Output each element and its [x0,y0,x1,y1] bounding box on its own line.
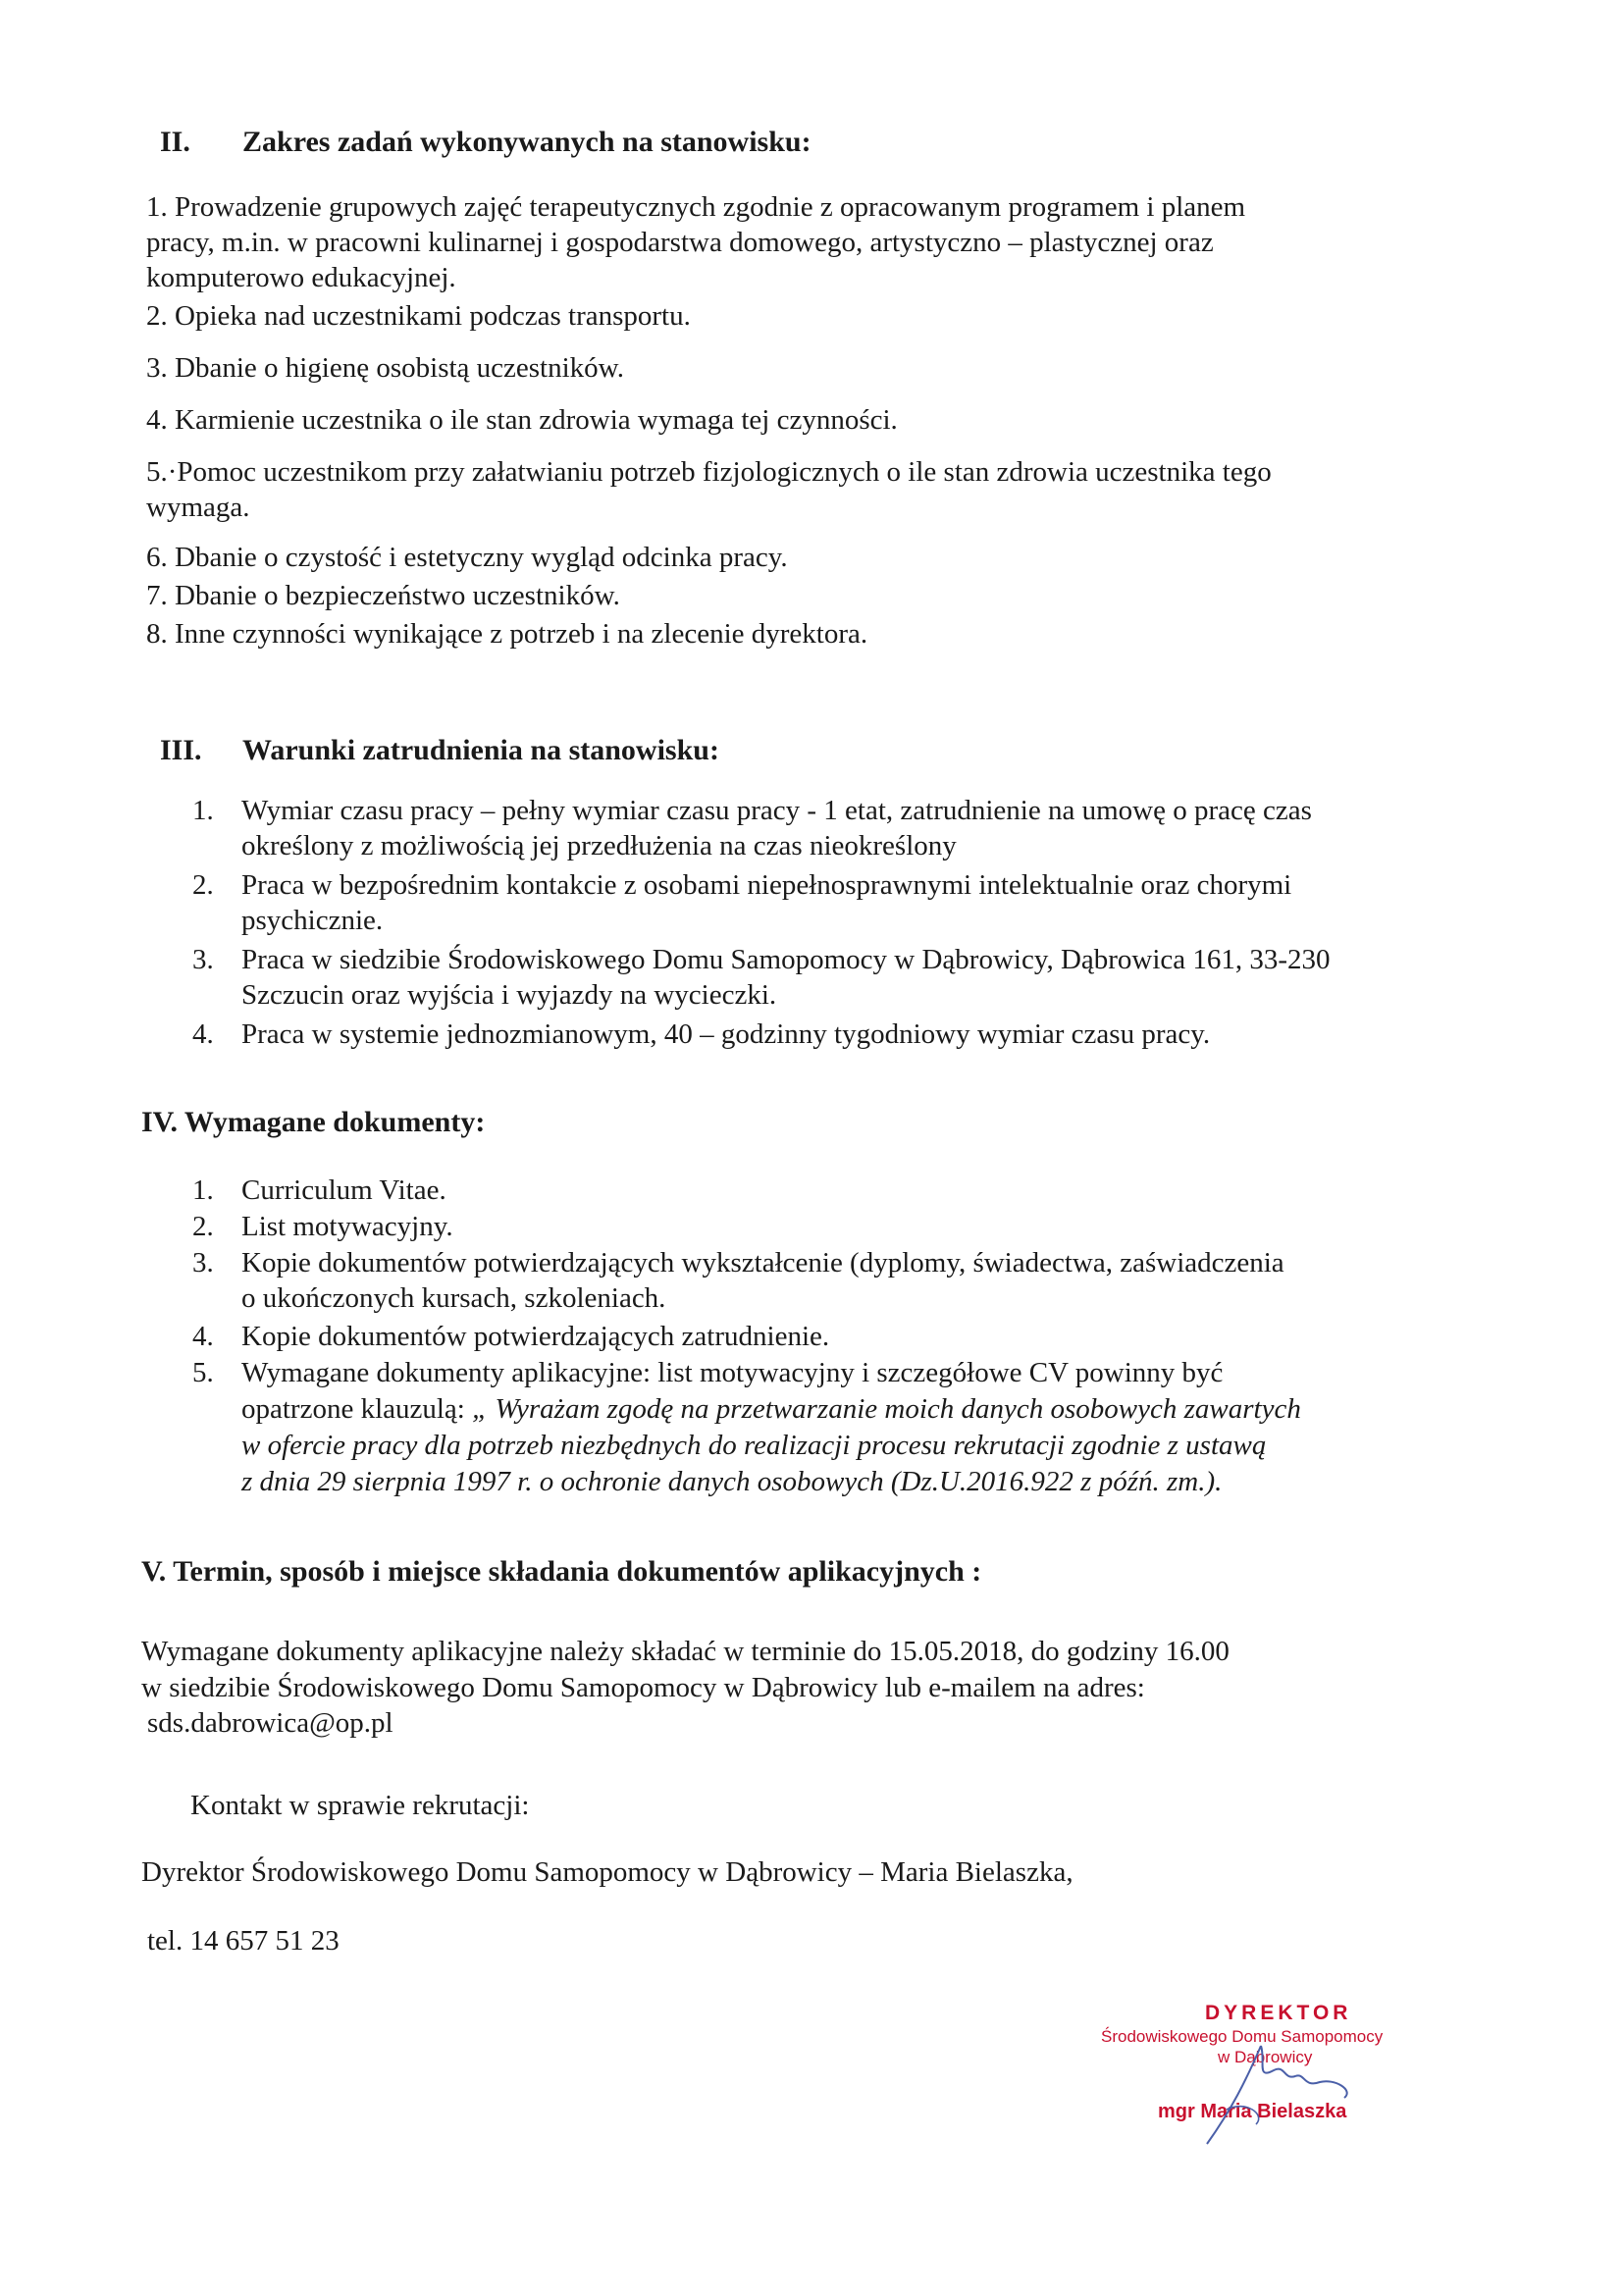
list-number: 1. [192,1174,214,1206]
sec2-line: 4. Karmienie uczestnika o ile stan zdrowia wymaga tej czynności. [146,404,898,436]
sec4-line: Kopie dokumentów potwierdzających zatrudnienie. [241,1321,830,1352]
sec2-line: 5.·Pomoc uczestnikom przy załatwianiu potrzeb fizjologicznych o ile stan zdrowia uczestnika tego [146,456,1272,488]
signature-icon [1187,2041,1384,2149]
sec3-line: Szczucin oraz wyjścia i wyjazdy na wycieczki. [241,979,777,1011]
sec3-line: określony z możliwością jej przedłużenia na czas nieokreślony [241,830,957,861]
clause-text: z dnia 29 sierpnia 1997 r. o ochronie danych osobowych (Dz.U.2016.922 z późń. zm.). [241,1466,1223,1497]
clause-intro: opatrzone klauzulą: [241,1393,473,1425]
sec2-line: 8. Inne czynności wynikające z potrzeb i na zlecenie dyrektora. [146,618,868,650]
sec2-line: komputerowo edukacyjnej. [146,262,456,293]
sec3-line: Praca w systemie jednozmianowym, 40 – godzinny tygodniowy wymiar czasu pracy. [241,1018,1211,1050]
contact-person: Dyrektor Środowiskowego Domu Samopomocy w Dąbrowicy – Maria Bielaszka, [141,1856,1073,1888]
section-3-number: III. [160,734,202,766]
section-3-heading [160,734,719,767]
stamp-name: mgr Maria Bielaszka [1158,2101,1347,2122]
section-2-number: II. [160,126,190,158]
section-2-title: Zakres zadań wykonywanych na stanowisku: [242,126,812,158]
list-number: 5. [192,1357,214,1388]
list-number: 3. [192,1247,214,1278]
list-number: 3. [192,944,214,975]
phone-number: tel. 14 657 51 23 [147,1925,340,1957]
sec4-line [241,1391,1301,1427]
stamp-line2: w Dąbrowicy [1218,2048,1313,2066]
section-2-heading [160,126,812,159]
section-3-title: Warunki zatrudnienia na stanowisku: [242,734,719,766]
sec2-line: 3. Dbanie o higienę osobistą uczestników. [146,352,624,384]
list-number: 2. [192,869,214,901]
contact-label: Kontakt w sprawie rekrutacji: [190,1790,530,1821]
list-number: 1. [192,795,214,826]
sec3-line: Praca w bezpośrednim kontakcie z osobami niepełnosprawnymi intelektualnie oraz chorymi [241,869,1292,901]
section-4-heading: IV. Wymagane dokumenty: [141,1106,486,1138]
list-number: 2. [192,1211,214,1242]
section-5-heading: V. Termin, sposób i miejsce składania dokumentów aplikacyjnych : [141,1555,982,1588]
sec4-line: Wymagane dokumenty aplikacyjne: list motywacyjny i szczegółowe CV powinny być [241,1357,1224,1388]
sec4-line: Curriculum Vitae. [241,1174,446,1206]
sec2-line: 6. Dbanie o czystość i estetyczny wygląd odcinka pracy. [146,542,788,573]
stamp-title: DYREKTOR [1205,2002,1352,2024]
sec4-line: o ukończonych kursach, szkoleniach. [241,1282,666,1314]
sec5-line: w siedzibie Środowiskowego Domu Samopomocy w Dąbrowicy lub e-mailem na adres: [141,1672,1145,1703]
sec3-line: psychicznie. [241,905,384,936]
sec3-line: Praca w siedzibie Środowiskowego Domu Samopomocy w Dąbrowicy, Dąbrowica 161, 33-230 [241,944,1331,975]
sec2-line: pracy, m.in. w pracowni kulinarnej i gospodarstwa domowego, artystyczno – plastycznej oraz [146,227,1214,258]
stamp-line1: Środowiskowego Domu Samopomocy [1101,2027,1384,2046]
sec2-line: wymaga. [146,492,250,523]
sec2-line: 1. Prowadzenie grupowych zajęć terapeutycznych zgodnie z opracowanym programem i planem [146,191,1246,223]
list-number: 4. [192,1321,214,1352]
sec4-line: Kopie dokumentów potwierdzających wykształcenie (dyplomy, świadectwa, zaświadczenia [241,1247,1284,1278]
sec4-line: List motywacyjny. [241,1211,453,1242]
sec5-line: Wymagane dokumenty aplikacyjne należy składać w terminie do 15.05.2018, do godziny 16.00 [141,1636,1230,1667]
email-address: sds.dabrowica@op.pl [147,1707,393,1739]
sec3-line: Wymiar czasu pracy – pełny wymiar czasu pracy - 1 etat, zatrudnienie na umowę o pracę czas [241,795,1312,826]
list-number: 4. [192,1018,214,1050]
clause-text: „ Wyrażam zgodę na przetwarzanie moich danych osobowych zawartych [472,1393,1301,1425]
clause-text: w ofercie pracy dla potrzeb niezbędnych do realizacji procesu rekrutacji zgodnie z ustawą [241,1430,1267,1461]
sec2-line: 7. Dbanie o bezpieczeństwo uczestników. [146,580,620,611]
sec2-line: 2. Opieka nad uczestnikami podczas transportu. [146,300,691,332]
